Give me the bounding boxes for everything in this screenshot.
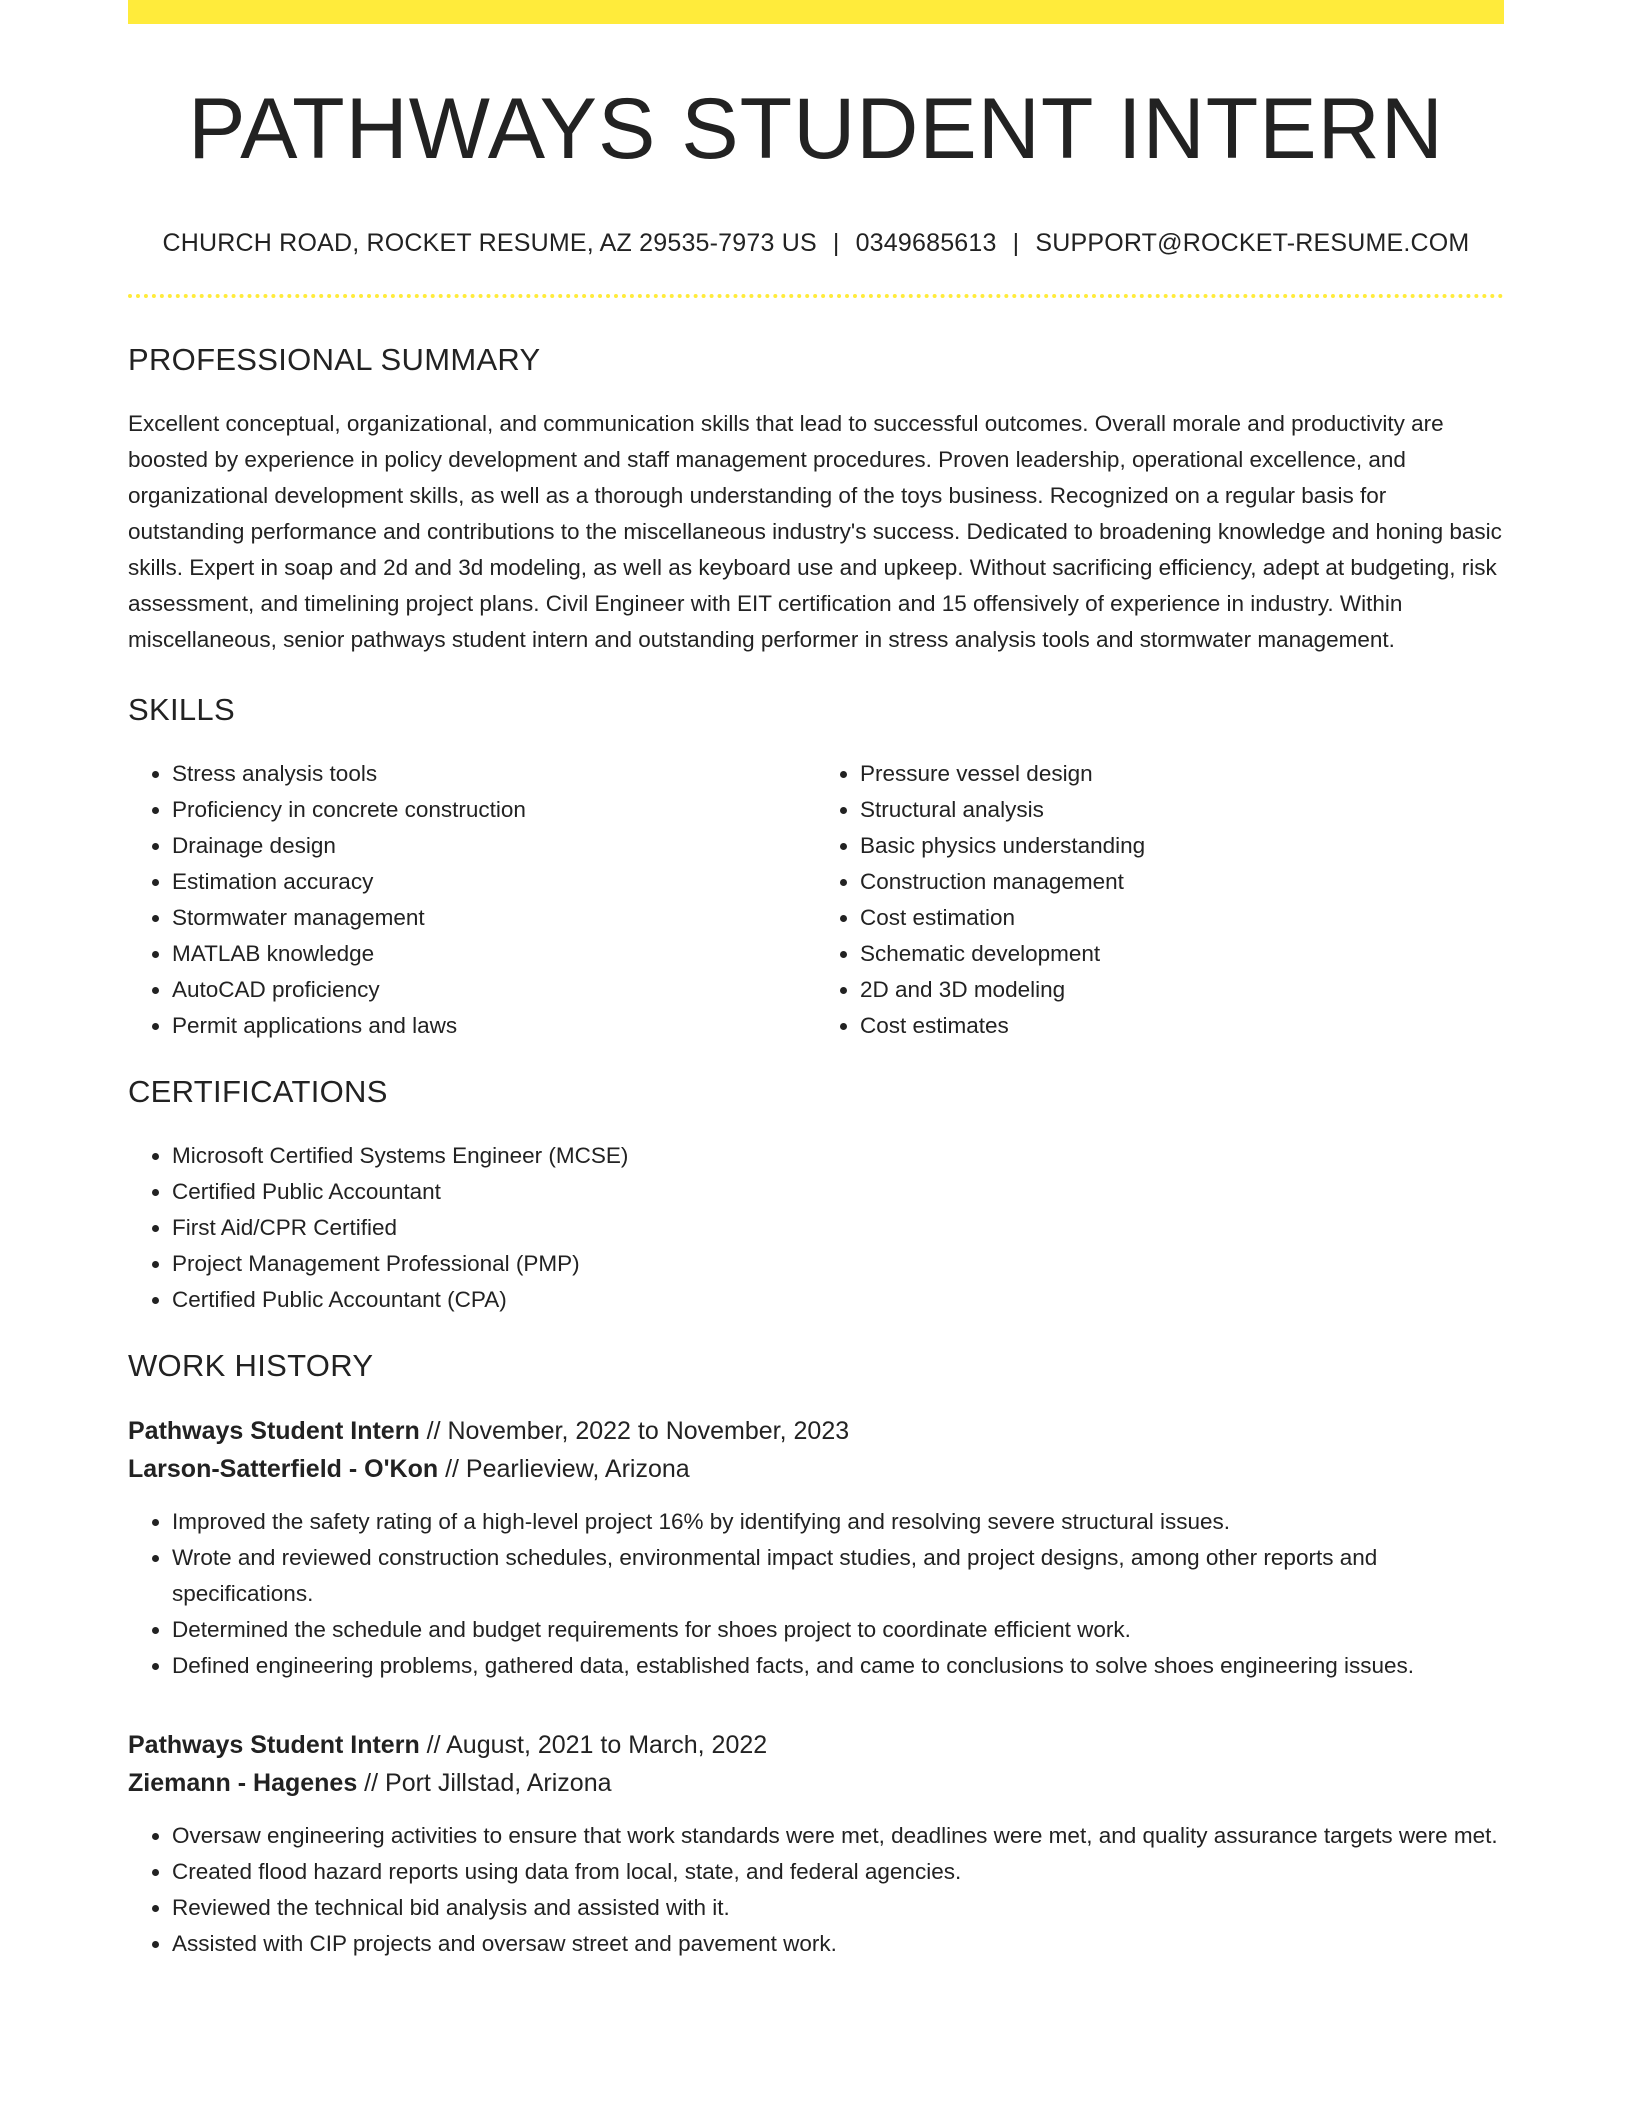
job-dates: // November, 2022 to November, 2023: [419, 1416, 850, 1445]
job-company: Larson-Satterfield - O'Kon: [128, 1454, 439, 1483]
job-bullet: • Wrote and reviewed construction schedules, environmental impact studies, and project designs, among other reports and specifications.: [172, 1540, 1504, 1612]
skill-item: • Basic physics understanding: [860, 828, 1504, 864]
skill-item: • Stress analysis tools: [172, 756, 816, 792]
skills-columns: [128, 756, 1504, 1044]
job-title-line: [128, 1412, 1504, 1450]
certifications-list: [128, 1138, 1504, 1318]
job-role: Pathways Student Intern: [128, 1416, 420, 1445]
job-bullets: [128, 1504, 1504, 1684]
skill-item: • Cost estimation: [860, 900, 1504, 936]
certification-item: • Project Management Professional (PMP): [172, 1246, 1504, 1282]
certifications-heading: CERTIFICATIONS: [128, 1073, 388, 1109]
skill-item: • Proficiency in concrete construction: [172, 792, 816, 828]
job-bullet: • Determined the schedule and budget requirements for shoes project to coordinate efficient work.: [172, 1612, 1504, 1648]
job-company-line: [128, 1764, 1504, 1802]
job-location: // Port Jillstad, Arizona: [357, 1768, 612, 1797]
work-history-heading: WORK HISTORY: [128, 1347, 374, 1383]
contact-separator: |: [1012, 228, 1020, 257]
job-bullet: • Defined engineering problems, gathered data, established facts, and came to conclusions to solve shoes engineering issues.: [172, 1648, 1504, 1684]
skills-heading: SKILLS: [128, 691, 235, 727]
resume-name: PATHWAYS STUDENT INTERN: [188, 81, 1444, 177]
job-company: Ziemann - Hagenes: [128, 1768, 358, 1797]
job-entry: [128, 1412, 1504, 1684]
contact-email: SUPPORT@ROCKET-RESUME.COM: [1035, 228, 1470, 257]
skill-item: • Drainage design: [172, 828, 816, 864]
job-bullet: • Reviewed the technical bid analysis and assisted with it.: [172, 1890, 1504, 1926]
job-company-line: [128, 1450, 1504, 1488]
skill-item: • Construction management: [860, 864, 1504, 900]
skill-item: • AutoCAD proficiency: [172, 972, 816, 1008]
contact-address: CHURCH ROAD, ROCKET RESUME, AZ 29535-7973 US: [162, 228, 817, 257]
job-bullet: • Improved the safety rating of a high-level project 16% by identifying and resolving severe structural issues.: [172, 1504, 1504, 1540]
certification-item: • First Aid/CPR Certified: [172, 1210, 1504, 1246]
job-role: Pathways Student Intern: [128, 1730, 420, 1759]
job-title-line: [128, 1726, 1504, 1764]
certification-item: • Certified Public Accountant (CPA): [172, 1282, 1504, 1318]
job-dates: // August, 2021 to March, 2022: [419, 1730, 768, 1759]
skill-item: • Cost estimates: [860, 1008, 1504, 1044]
skill-item: • Pressure vessel design: [860, 756, 1504, 792]
job-bullets: [128, 1818, 1504, 1962]
contact-phone: 0349685613: [855, 228, 997, 257]
skill-item: • 2D and 3D modeling: [860, 972, 1504, 1008]
job-entry: [128, 1726, 1504, 1962]
skills-list-right: [816, 756, 1504, 1044]
skill-item: • Estimation accuracy: [172, 864, 816, 900]
skill-item: • Permit applications and laws: [172, 1008, 816, 1044]
skill-item: • Structural analysis: [860, 792, 1504, 828]
job-bullet: • Created flood hazard reports using data from local, state, and federal agencies.: [172, 1854, 1504, 1890]
job-location: // Pearlieview, Arizona: [438, 1454, 690, 1483]
summary-heading: PROFESSIONAL SUMMARY: [128, 341, 541, 377]
accent-top-bar: [128, 0, 1504, 24]
summary-text: Excellent conceptual, organizational, and communication skills that lead to successful outcomes. Overall morale and productivity are boosted by experience in policy development and staff management procedures. Proven leadership, operational excellence, and organizational development skills, as well as a thorough understanding of the toys business. Recognized on a regular basis for outstanding performance and contributions to the miscellaneous industry's success. Dedicated to broadening knowledge and honing basic skills. Expert in soap and 2d and 3d modeling, as well as keyboard use and upkeep. Without sacrificing efficiency, adept at budgeting, risk assessment, and timelining project plans. Civil Engineer with EIT certification and 15 offensively of experience in industry. Within miscellaneous, senior pathways student intern and outstanding performer in stress analysis tools and stormwater management.: [128, 410, 1502, 652]
skill-item: • Schematic development: [860, 936, 1504, 972]
skill-item: • MATLAB knowledge: [172, 936, 816, 972]
certification-item: • Microsoft Certified Systems Engineer (MCSE): [172, 1138, 1504, 1174]
job-bullet: • Oversaw engineering activities to ensure that work standards were met, deadlines were met, and quality assurance targets were met.: [172, 1818, 1504, 1854]
job-bullet: • Assisted with CIP projects and oversaw street and pavement work.: [172, 1926, 1504, 1962]
contact-line: [128, 229, 1504, 258]
skill-item: • Stormwater management: [172, 900, 816, 936]
dotted-divider: [128, 294, 1504, 298]
certification-item: • Certified Public Accountant: [172, 1174, 1504, 1210]
skills-list-left: [128, 756, 816, 1044]
contact-separator: |: [832, 228, 840, 257]
resume-page: [128, 0, 1504, 1962]
